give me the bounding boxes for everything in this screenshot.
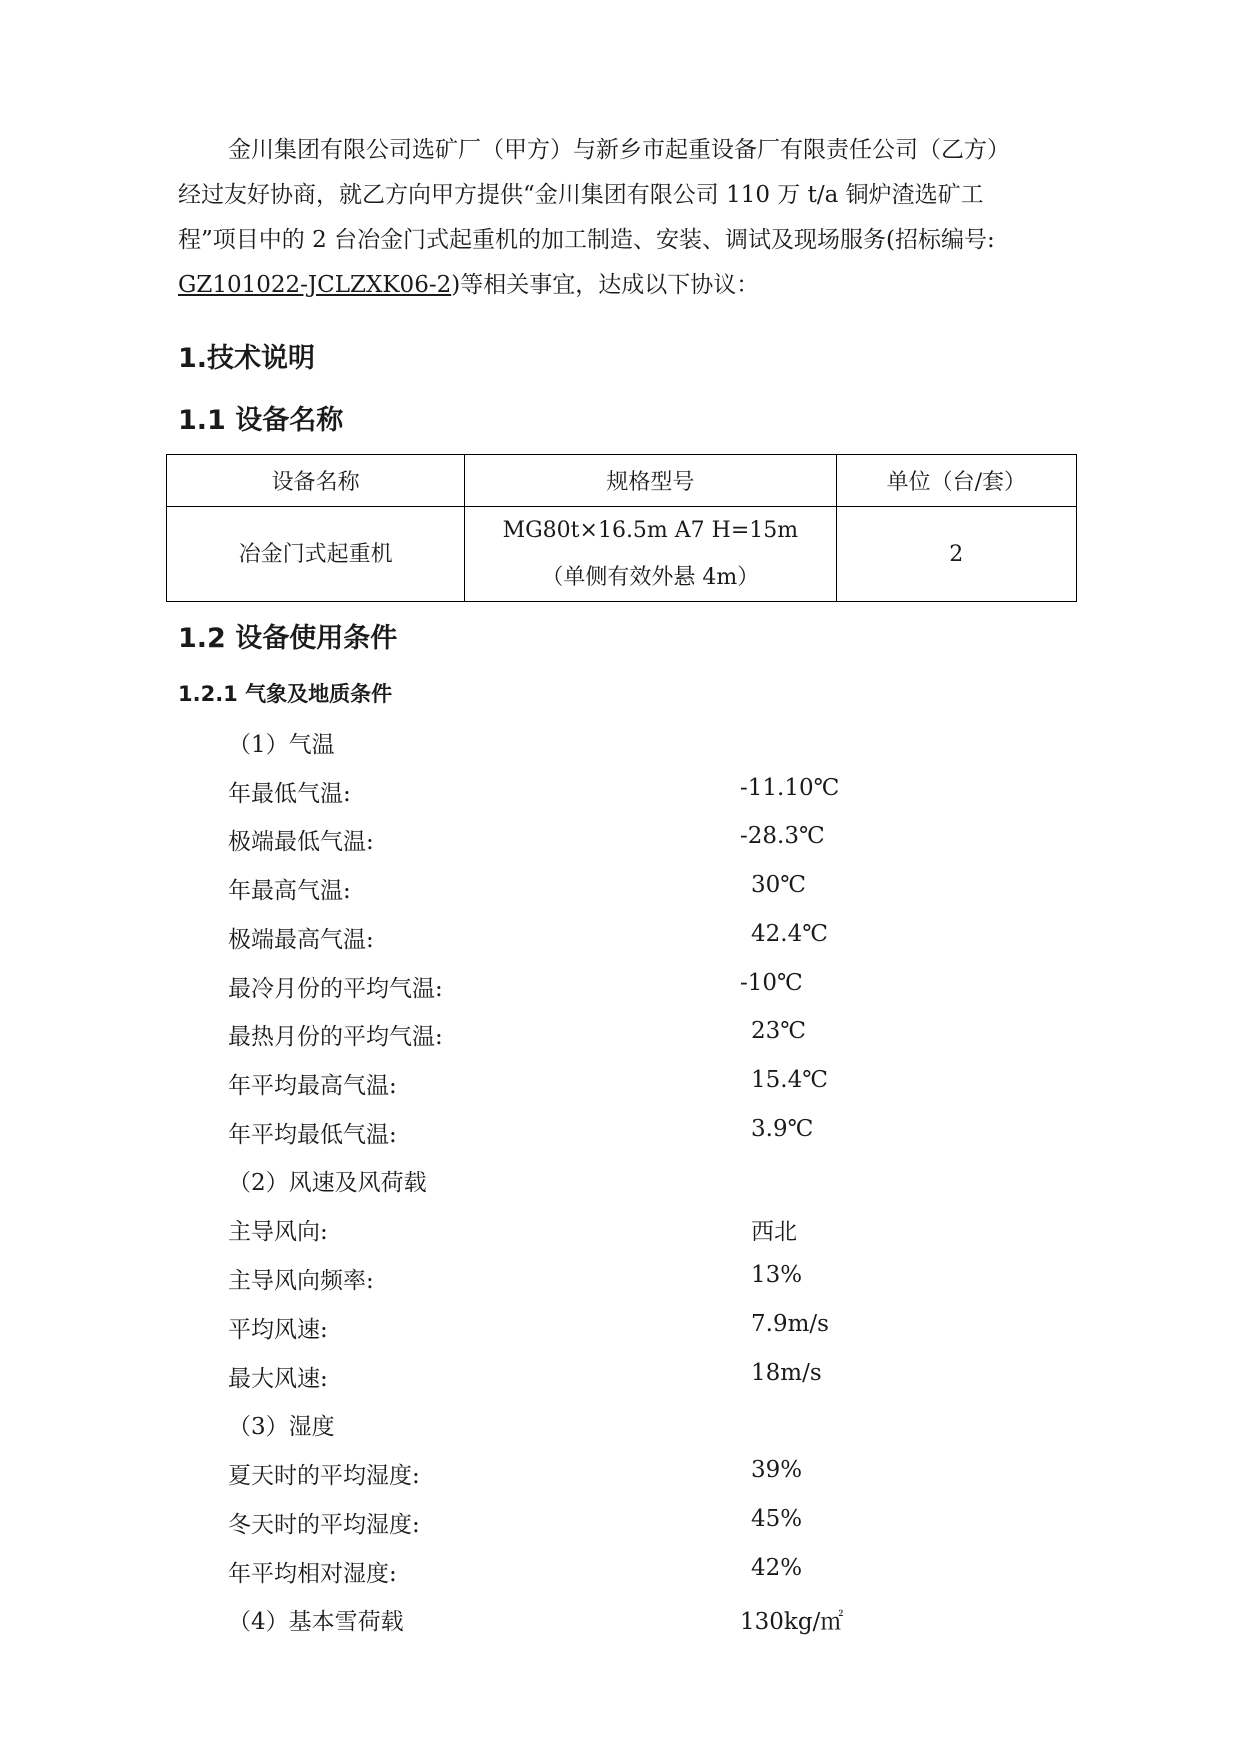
list-item xyxy=(228,775,928,819)
item-label: 冬天时的平均湿度: xyxy=(228,1512,420,1538)
item-value: 42.4℃ xyxy=(751,921,828,947)
section-title-equipment-name: 1.1 设备名称 xyxy=(178,405,344,436)
list-item xyxy=(228,1603,928,1647)
list-item xyxy=(228,1555,928,1599)
intro-line-3: 程”项目中的 2 台冶金门式起重机的加工制造、安装、调试及现场服务(招标编号: xyxy=(178,227,995,253)
item-label: 极端最低气温: xyxy=(228,829,374,855)
list-item xyxy=(228,1311,928,1355)
intro-line-4 xyxy=(178,263,1084,308)
cell-equipment-name: 冶金门式起重机 xyxy=(167,507,465,602)
section-title-climate-geology: 1.2.1 气象及地质条件 xyxy=(178,682,393,706)
item-value: 39% xyxy=(751,1457,803,1483)
item-label: 平均风速: xyxy=(228,1317,328,1343)
item-label: 最热月份的平均气温: xyxy=(228,1024,443,1050)
item-value: 30℃ xyxy=(751,872,806,898)
list-item xyxy=(228,1360,928,1404)
list-item xyxy=(228,872,928,916)
list-item xyxy=(228,1116,928,1160)
list-item xyxy=(228,1262,928,1306)
subheading-temperature: （1）气温 xyxy=(228,732,335,758)
item-label: 年平均相对湿度: xyxy=(228,1561,397,1587)
item-label: 年平均最低气温: xyxy=(228,1122,397,1148)
item-label: 主导风向: xyxy=(228,1219,328,1245)
item-value: -10℃ xyxy=(740,970,803,996)
item-value: -28.3℃ xyxy=(740,823,825,849)
list-item xyxy=(228,1457,928,1501)
list-item xyxy=(228,970,928,1014)
table-header-row xyxy=(167,455,1077,507)
list-item xyxy=(228,1506,928,1550)
section-title-technical-description: 1.技术说明 xyxy=(178,343,316,374)
intro-paragraph xyxy=(178,128,1084,308)
item-value: 23℃ xyxy=(751,1018,806,1044)
item-value: 7.9m/s xyxy=(751,1311,829,1337)
item-value: 130kg/㎡ xyxy=(740,1609,844,1635)
item-label: 最冷月份的平均气温: xyxy=(228,976,443,1002)
item-label: 主导风向频率: xyxy=(228,1268,374,1294)
spec-line-1: MG80t×16.5m A7 H=15m xyxy=(502,518,799,543)
column-header-unit: 单位（台/套） xyxy=(836,455,1076,507)
item-label: 年最低气温: xyxy=(228,781,351,807)
list-item xyxy=(228,1018,928,1062)
equipment-table xyxy=(166,454,1077,602)
list-item xyxy=(228,921,928,965)
column-header-spec-model: 规格型号 xyxy=(465,455,836,507)
item-value: 45% xyxy=(751,1506,803,1532)
item-label: 夏天时的平均湿度: xyxy=(228,1463,420,1489)
subheading-snow-load: （4）基本雪荷载 xyxy=(228,1609,404,1635)
list-item xyxy=(228,1213,928,1257)
intro-line-2: 经过友好协商，就乙方向甲方提供“金川集团有限公司 110 万 t/a 铜炉渣选矿工 xyxy=(178,182,984,208)
item-value: 42% xyxy=(751,1555,803,1581)
list-item xyxy=(228,823,928,867)
item-label: 年平均最高气温: xyxy=(228,1073,397,1099)
subheading-humidity: （3）湿度 xyxy=(228,1414,335,1440)
cell-spec-model xyxy=(465,507,836,602)
item-value: -11.10℃ xyxy=(740,775,840,801)
intro-line-4-rest: )等相关事宜，达成以下协议： xyxy=(451,272,760,298)
list-item xyxy=(228,1067,928,1111)
column-header-equipment-name: 设备名称 xyxy=(167,455,465,507)
item-label: 年最高气温: xyxy=(228,878,351,904)
section-title-usage-conditions: 1.2 设备使用条件 xyxy=(178,623,398,654)
spec-line-2: （单侧有效外悬 4m） xyxy=(541,565,760,590)
subheading-wind: （2）风速及风荷载 xyxy=(228,1170,427,1196)
item-value: 3.9℃ xyxy=(751,1116,814,1142)
item-value: 13% xyxy=(751,1262,803,1288)
item-value: 15.4℃ xyxy=(751,1067,828,1093)
cell-unit: 2 xyxy=(836,507,1076,602)
item-label: 极端最高气温: xyxy=(228,927,374,953)
table-row xyxy=(167,507,1077,602)
intro-line-1: 金川集团有限公司选矿厂（甲方）与新乡市起重设备厂有限责任公司（乙方） xyxy=(228,137,1010,163)
item-value: 18m/s xyxy=(751,1360,822,1386)
item-value: 西北 xyxy=(751,1219,797,1245)
tender-number: GZ101022-JCLZXK06-2 xyxy=(178,272,452,298)
item-label: 最大风速: xyxy=(228,1366,328,1392)
